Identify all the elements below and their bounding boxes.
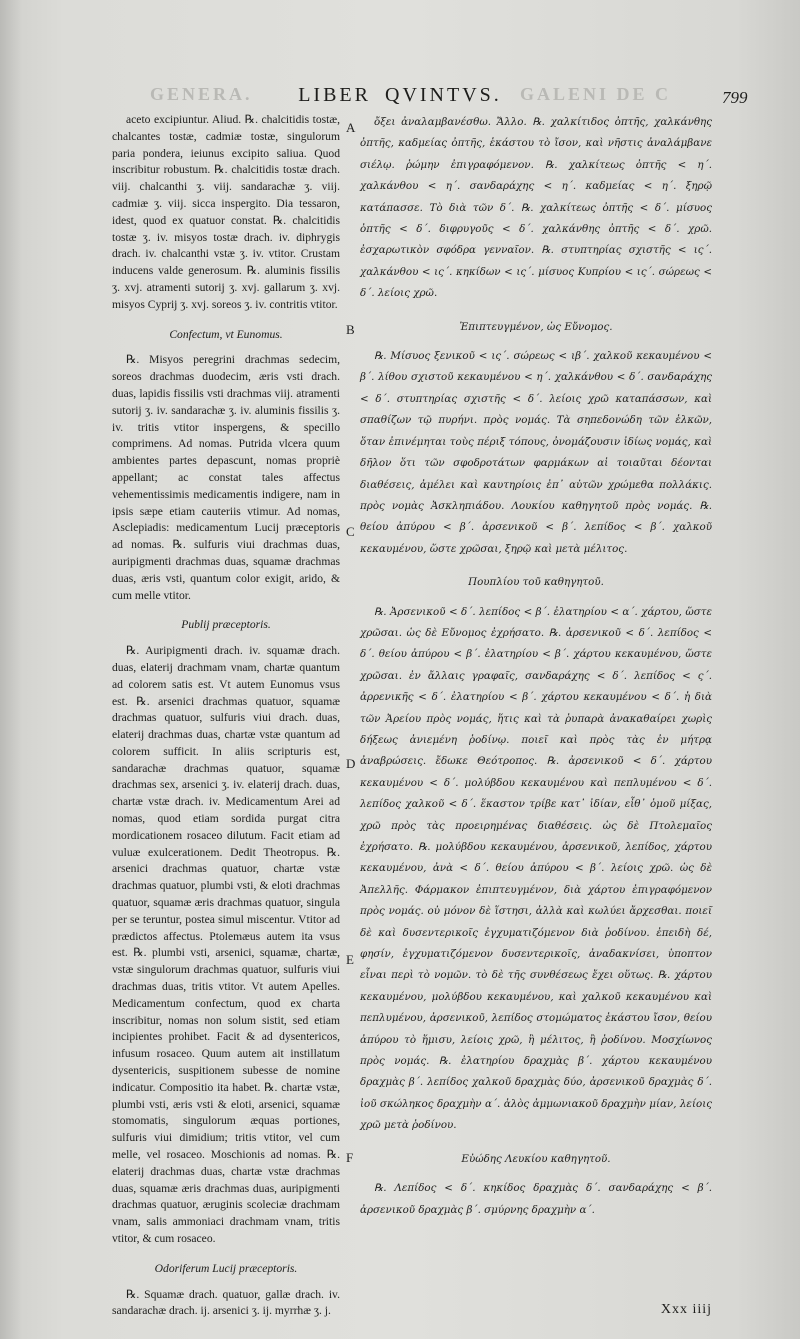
paragraph: ℞. Λεπίδος < δ΄. κηκίδος δραχμὰς δ΄. σανδαράχης < β΄. ἀρσενικοῦ δραχμὰς β΄. σμύρνης δραχμὴν α΄. xyxy=(360,1182,712,1216)
paragraph: ℞. Squamæ drach. quatuor, gallæ drach. iv. sandarachæ drach. ij. arsenici ʒ. ij. myrrhæ ʒ. j. xyxy=(112,1287,340,1318)
paragraph: ὄξει ἀναλαμβανέσθω. Ἄλλο. ℞. χαλκίτιδος ὀπτῆς, χαλκάνθης ὀπτῆς, καδμείας ὀπτῆς, ἑκάστου τὸ ἴσον, καὶ νῆστις ἀναλάμβανε σιέλῳ. ῥώμην ἐπιγραφόμενον. ℞. χαλκίτεως ὀπτῆς < η΄. χαλκάνθου < η΄. σανδαράχης < η΄. καδμείας < η΄. ξηρῷ κατάπασσε. Τὸ διὰ τῶν δ΄. ℞. χαλκίτεως ὀπτῆς < δ΄. μίσυος ὀπτῆς < δ΄. διφρυγοῦς < δ΄. χαλκάνθης ὀπτῆς < δ΄. χρῶ. ἐσχαρωτικὸν σφόδρα γενναῖον. ℞. στυπτηρίας σχιστῆς < ις΄. χαλκάνθου < ις΄. κηκίδων < ις΄. μίσυος Κυπρίου < ις΄. σώρεως < δ΄. λείοις χρῶ. xyxy=(360,116,712,300)
bleed-through-header-right: GALENI DE C xyxy=(520,84,672,104)
margin-letter-e: E xyxy=(346,952,354,967)
signature-mark: Xxx iiij xyxy=(660,1302,712,1317)
margin-letter-a: A xyxy=(346,120,356,135)
latin-column xyxy=(112,112,340,1320)
header-word-liber: LIBER xyxy=(298,84,371,106)
margin-letter-f: F xyxy=(346,1150,354,1165)
greek-column xyxy=(360,112,712,1221)
section-heading: Confectum, vt Eunomus. xyxy=(169,327,283,341)
section-heading: Εὐώδης Λευκίου καθηγητοῦ. xyxy=(461,1152,611,1165)
bleed-through-header-left: GENERA. xyxy=(150,84,253,104)
paragraph: ℞. Auripigmenti drach. iv. squamæ drach. duas, elaterij drachmam vnam, chartæ quantum ad colorem satis est. Vt autem Eunomus vsus est. ℞. arsenici drachmas quatuor, squamæ drachmas quatuor, sulfuris viui drach. duas, elaterij drachmas duas, chartæ vstæ quantum ad colorem sufficit. In aliis scripturis est, sandarachæ drachmas quatuor, squamæ drachmas sex, arsenici ʒ. iv. elaterij drach. duas, chartæ vstæ drach. iv. Medicamentum Arei ad nomas, quod etiam sordida purgat citra mordicationem rosaceo dilutum. Facit etiam ad vuluæ exulcerationem. Dedit Theotropus. ℞. arsenici drachmas quatuor, chartæ vstæ drachmas quatuor, plumbi vsti, & eloti drachmas quatuor, squamæ æris drachmas quatuor, singula per se teruntur, postea simul miscentur. Vtitor ad prædictos affectus. Ptolemæus autem ita vsus est. ℞. plumbi vsti, arsenici, squamæ, chartæ, vstæ singulorum drachmas quatuor, sulfuris viui drachmas duas, tritis vtitor. Vt autem Apelles. Medicamentum confectum, quod ex charta inscribitur, nomas non solum sistit, sed etiam incipientes prohibet. Facit & ad dysentericos, infusum rosaceo. Quum autem ait instillatum dysentericis, suspitionem subesse de nomine indicatur. Compositio ita habet. ℞. chartæ vstæ, plumbi vsti, æris vsti & eloti, arsenici, squamæ stomomatis, singulorum æquas portiones, sulfuris viui dimidium; tritis vtitor, vel cum melle, vel rosaceo. Moschionis ad nomas. ℞. elaterij drachmas duas, chartæ vstæ drachmas duas, squamæ æris drachmas duas, auripigmenti drachmas quatuor, æruginis scoleciæ drachmam vnam, salis ammoniaci drachmam vnam, tritis vtitor, & cum rosaceo. xyxy=(112,644,340,1245)
paragraph: ℞. Misyos peregrini drachmas sedecim, soreos drachmas duodecim, æris vsti drach. duas, lapidis fissilis vsti drachmas viij. atramenti sutorij ʒ. iv. sandarachæ ʒ. iv. aluminis fissilis ʒ. iv. tritis vtitor inspergens, & specillo comprimens. Ad nomas. Putrida vlcera quum ambientes partes depascunt, nomas propriè appellant; ac constat tales affectus vehementissimis medicamentis indigere, nam in ipsis sæpe etiam cauteriis vtimur. Ad nomas, Asclepiadis: medicamentum Lucij præceptoris ad nomas. ℞. sulfuris viui drachmas duas, auripigmenti drachmas duas, squamæ drachmas duas, æris vsti, quantum color exigit, arido, & cum melle vtitor. xyxy=(112,353,340,602)
margin-letter-c: C xyxy=(346,524,355,539)
gutter-shadow xyxy=(0,0,22,1339)
paragraph: aceto excipiuntur. Aliud. ℞. chalcitidis tostæ, chalcantes tostæ, cadmiæ tostæ, singulorum paria pondera, ieiunus excipito saliua. Quod inscribitur robustum. ℞. chalcitidis tostæ drach. viij. chalcanthi ʒ. viij. sandarachæ ʒ. viij. cadmiæ ʒ. viij. sicca inspergito. Dia tessaron, idest, quod ex quatuor constat. ℞. chalcitidis tostæ ʒ. iv. misyos tostæ drach. iv. diphrygis drach. iv. chalcanthi vstæ ʒ. iv. vtitor. Crustam inducens valde generosum. ℞. aluminis fissilis ʒ. xvj. atramenti sutorij ʒ. xvj. gallarum ʒ. xvj. misyos Cyprij ʒ. xvj. soreos ʒ. iv. contritis vtitor. xyxy=(112,113,340,311)
section-heading: Publij præceptoris. xyxy=(181,618,271,632)
paragraph: ℞. Ἀρσενικοῦ < δ΄. λεπίδος < β΄. ἐλατηρίου < α΄. χάρτου, ὥστε χρῶσαι. ὡς δὲ Εὔνομος ἐχρήσατο. ℞. ἀρσενικοῦ < δ΄. λεπίδος < δ΄. θείου ἀπύρου < β΄. ἐλατηρίου < β΄. χάρτου κεκαυμένου, ὥστε χρῶσαι. ἐν ἄλλαις γραφαῖς, σανδαράχης < δ΄. λεπίδος < ς΄. ἀρρενικῆς < δ΄. ἐλατηρίου < β΄. χάρτου κεκαυμένου < δ΄. ἡ διὰ τῶν Ἀρείου πρὸς νομάς, ἥτις καὶ τὰ ῥυπαρὰ ἀνακαθαίρει χωρὶς δήξεως ἀνιεμένη ῥοδίνῳ. ποιεῖ καὶ πρὸς τὰς ἐν μήτρᾳ ἀναβρώσεις. ἔδωκε Θεότροπος. ℞. ἀρσενικοῦ < δ΄. χάρτου κεκαυμένου < δ΄. μολύβδου κεκαυμένου καὶ πεπλυμένου < δ΄. λεπίδος χαλκοῦ < δ΄. ἕκαστον τρίβε κατ᾽ ἰδίαν, εἶθ᾽ ὁμοῦ μίξας, χρῶ πρὸς τὰς προειρημένας διαθέσεις. ὡς δὲ Πτολεμαῖος ἐχρήσατο. ℞. μολύβδου κεκαυμένου, ἀρσενικοῦ, λεπίδος, χάρτου κεκαυμένου, ἀνὰ < δ΄. θείου ἀπύρου < β΄. λείοις χρῶ. ὡς δὲ Ἀπελλῆς. Φάρμακον ἐπιπτευγμένον, διὰ χάρτου ἐπιγραφόμενον πρὸς νομάς. οὐ μόνον δὲ ἵστησι, ἀλλὰ καὶ κωλύει ἄρχεσθαι. ποιεῖ δὲ καὶ δυσεντερικοῖς ἐγχυματιζόμενον διὰ ῥοδίνου. ἐπειδὴ δέ, φησίν, ἐγχυματιζόμενον δυσεντερικοῖς, ἀναδακνίσει, ὑποπτον εἶναι περὶ τὸ νομῶν. τὸ δὲ τῆς συνθέσεως ἔχει οὕτως. ℞. χάρτου κεκαυμένου, μολύβδου κεκαυμένου, καὶ χαλκοῦ κεκαυμένου καὶ πεπλυμένου, ἀρσενικοῦ, λεπίδος στομώματος ἑκάστου ἴσον, θείου ἀπύρου τὸ ἥμισυ, λείοις χρῶ, ἢ μέλιτος, ἢ ῥοδίνου. Μοσχίωνος πρὸς νομάς. ℞. ἐλατηρίου δραχμὰς β΄. χάρτου κεκαυμένου δραχμὰς β΄. λεπίδος χαλκοῦ δραχμὰς δύο, ἀρσενικοῦ δραχμὰς δ΄. ἰοῦ σκώληκος δραχμὴν α΄. ἁλὸς ἀμμωνιακοῦ δραχμὴν μίαν, λείοις χρῶ μετὰ ῥοδίνου. xyxy=(360,605,712,1132)
page-number: 799 xyxy=(722,88,748,107)
paragraph: ℞. Μίσυος ξενικοῦ < ις΄. σώρεως < ιβ΄. χαλκοῦ κεκαυμένου < β΄. λίθου σχιστοῦ κεκαυμένου < η΄. χαλκάνθου < δ΄. σανδαράχης < δ΄. στυπτηρίας σχιστῆς < δ΄. λείοις χρῶ καταπάσσων, καὶ σπαθίζων τῷ πυρήνι. πρὸς νομάς. Τὰ σηπεδονώδη τῶν ἑλκῶν, ὅταν ἐπινέμηται τοὺς πέριξ τόπους, ὀνομάζουσιν ἰδίως νομάς, καὶ δῆλον ὅτι τῶν σφοδροτάτων φαρμάκων αἱ τοιαῦται δέονται διαθέσεις, ἀμέλει καὶ καυτηρίοις ἐπ᾽ αὐτῶν χρώμεθα πολλάκις. πρὸς νομὰς Ἀσκληπιάδου. Λουκίου καθηγητοῦ πρὸς νομάς. ℞. θείου ἀπύρου < β΄. ἀρσενικοῦ < β΄. λεπίδος < β΄. χαλκοῦ κεκαυμένου, ὥστε χρῶσαι, ξηρῷ καὶ μετὰ μέλιτος. xyxy=(360,350,712,555)
margin-letter-d: D xyxy=(346,756,356,771)
section-heading: Πουπλίου τοῦ καθηγητοῦ. xyxy=(468,576,604,589)
header-word-quintus: QVINTVS. xyxy=(385,84,502,106)
running-header xyxy=(0,84,800,107)
section-heading: Ἐπιπτευγμένον, ὡς Εὔνομος. xyxy=(459,320,613,333)
section-heading: Odoriferum Lucij præceptoris. xyxy=(154,1261,298,1275)
margin-letter-b: B xyxy=(346,322,355,337)
